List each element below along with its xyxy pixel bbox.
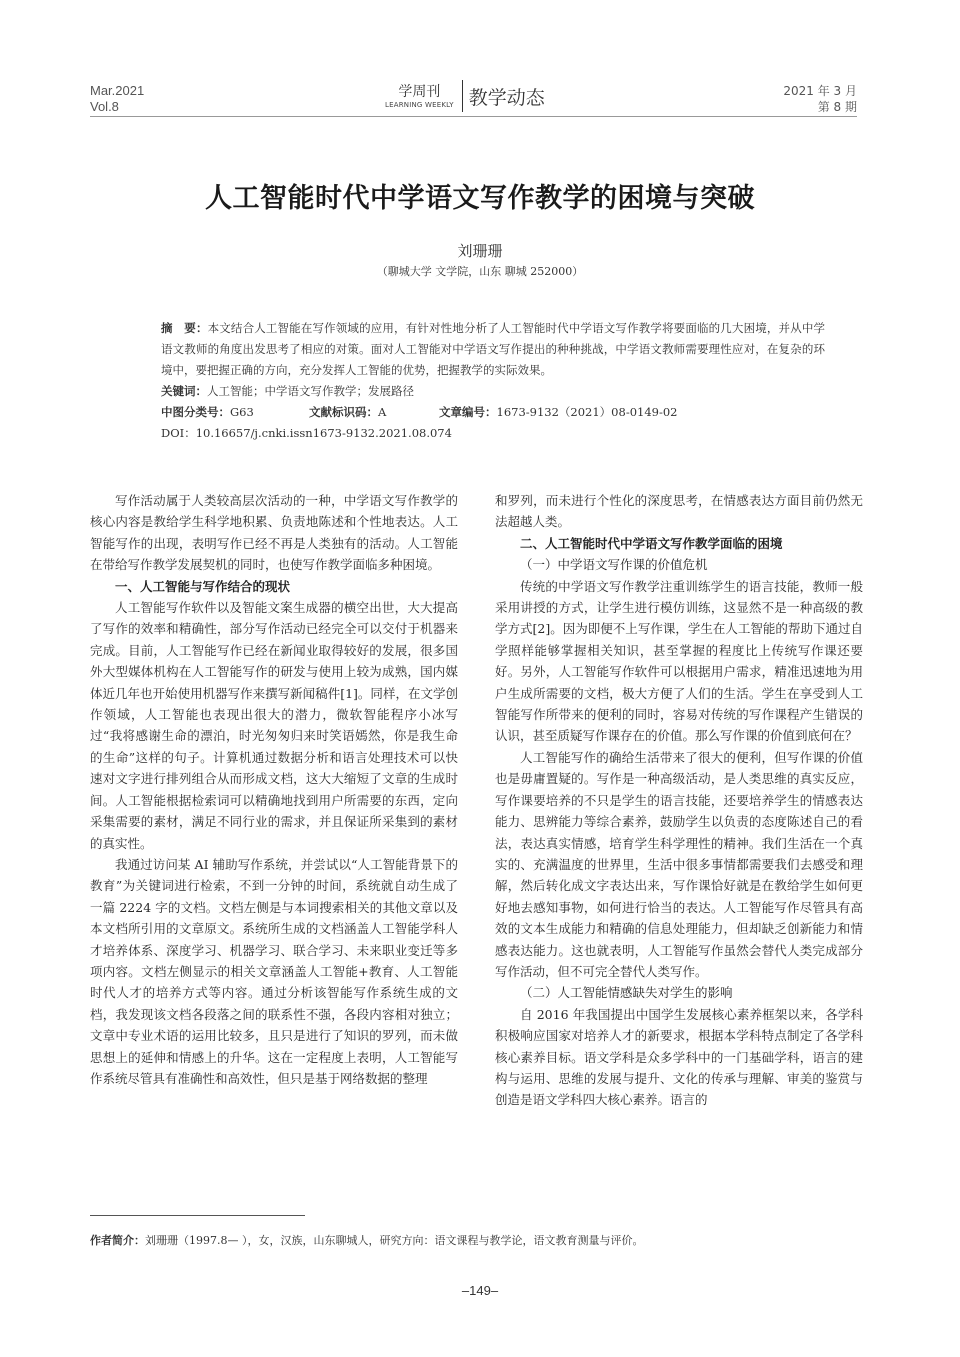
doi-line: DOI：10.16657/j.cnki.issn1673-9132.2021.08.074 (161, 426, 452, 440)
classification-line (135, 402, 825, 423)
header-month-year: Mar.2021 (90, 83, 145, 98)
abstract-block (135, 318, 825, 444)
abstract-paragraph (135, 318, 825, 381)
body-paragraph: 传统的中学语文写作教学注重训练学生的语言技能，教师一般采用讲授的方式，让学生进行模仿训练，这显然不是一种高级的教学方式[2]。因为即便不上写作课，学生在人工智能的帮助下通过自学照样能够掌握相关知识，甚至掌握的程度比上传统写作课还要好。另外，人工智能写作软件可以根据用户需求，精准迅速地为用户生成所需要的文档，极大方便了人们的生活。学生在享受到人工智能写作所带来的便利的同时，容易对传统的写作课程产生错误的认识，甚至质疑写作课存在的价值。那么写作课的价值到底何在？ (495, 578, 863, 744)
journal-logo (385, 83, 454, 110)
doc-code-label: 文献标识码： (309, 405, 378, 419)
clc-label: 中图分类号： (161, 405, 230, 419)
body-paragraph-continued: 和罗列，而未进行个性化的深度思考，在情感表达方面目前仍然无法超越人类。 (495, 493, 863, 530)
body-paragraph: 我通过访问某 AI 辅助写作系统，并尝试以“人工智能背景下的教育”为关键词进行检索，不到一分钟的时间，系统就自动生成了一篇 2224 字的文档。文档左侧是与本词搜索相关的其他文章以及本文档所引用的文章原文。系统所生成的文档涵盖人工智能学科人才培养体系、深度学习、机器学习、联合学习、未来职业变迁等多项内容。文档左侧显示的相关文章涵盖人工智能+教育、人工智能时代人才的培养方式等内容。通过分析该智能写作系统生成的文档，我发现该文档各段落之间的联系性不强，各段内容相对独立；文章中专业术语的运用比较多，且只是进行了知识的罗列，而未做思想上的延伸和情感上的升华。这在一定程度上表明，人工智能写作系统尽管具有准确性和高效性，但只是基于网络数据的整理 (90, 856, 458, 1086)
article-no-label: 文章编号： (439, 405, 497, 419)
subsection-heading-1: （一）中学语文写作课的价值危机 (520, 557, 708, 573)
article-no-value: 1673-9132（2021）08-0149-02 (496, 405, 678, 419)
footnote-label: 作者简介： (90, 1234, 145, 1247)
clc-value: G63 (230, 405, 254, 419)
keywords-line (135, 381, 825, 402)
keywords-text: 人工智能；中学语文写作教学；发展路径 (207, 384, 414, 398)
header-journal-block (385, 80, 545, 112)
journal-name-en: LEARNING WEEKLY (385, 100, 454, 109)
author-affiliation: （聊城大学 文学院，山东 聊城 252000） (376, 265, 584, 278)
keywords-label: 关键词： (161, 384, 207, 398)
header-rule (90, 116, 857, 117)
header-right (783, 83, 857, 115)
footnote-rule (90, 1215, 305, 1216)
header-volume: Vol.8 (90, 99, 119, 114)
body-right-column (495, 490, 863, 1111)
header-issue: 第 8 期 (817, 100, 857, 114)
author-name: 刘珊珊 (457, 242, 503, 260)
journal-name-cn: 学周刊 (398, 83, 441, 100)
body-paragraph: 写作活动属于人类较高层次活动的一种，中学语文写作教学的核心内容是教给学生科学地积累、负责地陈述和个性地表达。人工智能写作的出现，表明写作已经不再是人类独有的活动。人工智能在带给写作教学发展契机的同时，也使写作教学面临多种困境。 (90, 493, 458, 573)
page-number: –149– (461, 1283, 499, 1298)
body-paragraph: 自 2016 年我国提出中国学生发展核心素养框架以来，各学科积极响应国家对培养人才的新要求，根据本学科特点制定了各学科核心素养目标。语文学科是众多学科中的一门基础学科，语言的建构与运用、思维的发展与提升、文化的传承与理解、审美的鉴赏与创造是语文学科四大核心素养。语言的 (495, 1006, 863, 1108)
abstract-label: 摘 要： (161, 321, 208, 335)
body-paragraph: 人工智能写作的确给生活带来了很大的便利，但写作课的价值也是毋庸置疑的。写作是一种高级活动，是人类思维的真实反应，写作课要培养的不只是学生的语言技能，还要培养学生的情感表达能力、思辨能力等综合素养，鼓励学生以负责的态度陈述自己的看法，表达真实情感，培育学生科学理性的精神。我们生活在一个真实的、充满温度的世界里，生活中很多事情都需要我们去感受和理解，然后转化成文字表达出来，写作课恰好就是在教给学生如何更好地去感知事物，如何进行恰当的表达。人工智能写作尽管具有高效的文本生成能力和精确的信息处理能力，但却缺乏创新能力和情感表达能力。这也就表明，人工智能写作虽然会替代人类完成部分写作活动，但不可完全替代人类写作。 (495, 749, 863, 979)
section-heading-1: 一、人工智能与写作结合的现状 (115, 578, 291, 594)
section-heading-2: 二、人工智能时代中学语文写作教学面临的困境 (520, 535, 783, 551)
header-date: 2021 年 3 月 (783, 84, 857, 98)
author-footnote (90, 1232, 860, 1248)
subsection-heading-2: （二）人工智能情感缺失对学生的影响 (520, 985, 733, 1001)
header-divider (462, 80, 463, 112)
footnote-text: 刘珊珊（1997.8— ），女，汉族，山东聊城人，研究方向：语文课程与教学论，语文教育测量与评价。 (145, 1234, 644, 1247)
header-left (90, 83, 144, 115)
body-left-column (90, 490, 458, 1089)
doc-code-value: A (378, 405, 387, 419)
column-name: 教学动态 (468, 86, 545, 109)
abstract-text: 本文结合人工智能在写作领域的应用，有针对性地分析了人工智能时代中学语文写作教学将要面临的几大困境，并从中学语文教师的角度出发思考了相应的对策。面对人工智能对中学语文写作提出的种种挑战，中学语文教师需要理性应对，在复杂的环境中，要把握正确的方向，充分发挥人工智能的优势，把握教学的实际效果。 (161, 321, 825, 377)
article-title: 人工智能时代中学语文写作教学的困境与突破 (205, 183, 755, 214)
body-paragraph: 人工智能写作软件以及智能文案生成器的横空出世，大大提高了写作的效率和精确性，部分写作活动已经完全可以交付于机器来完成。目前，人工智能写作已经在新闻业取得较好的发展，很多国外大型媒体机构在人工智能写作的研发与使用上较为成熟，国内媒体近几年也开始使用机器写作来撰写新闻稿件[1]。同样，在文学创作领域，人工智能也表现出很大的潜力，微软智能程序小冰写过“我将感谢生命的漂泊，时光匆匆归来时笑语嫣然，你是我生命的生命”这样的句子。计算机通过数据分析和语言处理技术可以快速对文字进行排列组合从而形成文档，这大大缩短了文章的生成时间。人工智能根据检索词可以精确地找到用户所需要的东西，定向采集需要的素材，满足不同行业的需求，并且保证所采集到的素材的真实性。 (90, 600, 458, 851)
